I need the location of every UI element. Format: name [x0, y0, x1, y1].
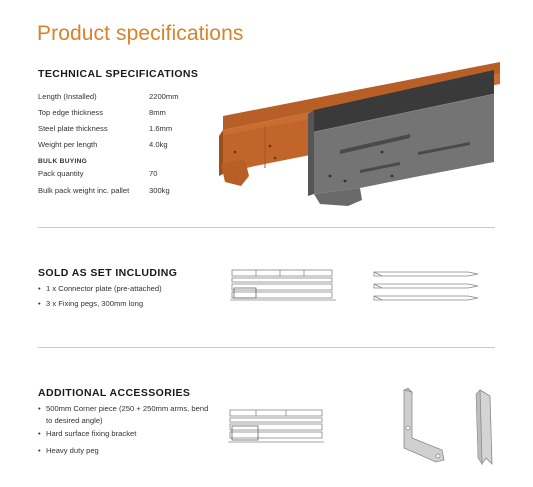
spec-label: Pack quantity — [38, 169, 84, 179]
spec-row — [38, 166, 209, 182]
sold-as-set-list — [38, 283, 226, 309]
heavy-duty-peg-drawing — [470, 388, 500, 468]
list-item-text: Hard surface fixing bracket — [46, 429, 137, 438]
list-item-text: 1 x Connector plate (pre-attached) — [46, 284, 162, 293]
spec-label: Length (Installed) — [38, 91, 97, 101]
spec-value: 8mm — [149, 107, 166, 117]
list-item: • 3 x Fixing pegs, 300mm long — [38, 298, 226, 310]
bulk-buying-heading: BULK BUYING — [38, 157, 88, 165]
list-item: • 500mm Corner piece (250 + 250mm arms, bend to desired angle) — [38, 403, 226, 426]
spec-label: Steel plate thickness — [38, 123, 108, 133]
section-divider — [38, 347, 495, 348]
corner-piece-drawing — [226, 404, 326, 450]
fixing-bracket-drawing — [398, 386, 454, 466]
fixing-pegs-drawing — [368, 266, 484, 308]
section-divider — [38, 227, 495, 228]
list-item-text: 3 x Fixing pegs, 300mm long — [46, 298, 144, 308]
list-item: • Heavy duty peg — [38, 445, 226, 457]
spec-row — [38, 120, 209, 136]
connector-plate-drawing — [228, 264, 338, 308]
technical-specifications-heading: TECHNICAL SPECIFICATIONS — [38, 68, 199, 80]
list-item: • Hard surface fixing bracket — [38, 428, 226, 440]
additional-accessories-heading: ADDITIONAL ACCESSORIES — [38, 387, 191, 399]
spec-value: 300kg — [149, 185, 170, 195]
spec-row — [38, 104, 209, 120]
sold-as-set-heading: SOLD AS SET INCLUDING — [38, 267, 178, 279]
spec-row — [38, 88, 209, 104]
list-item: • 1 x Connector plate (pre-attached) — [38, 283, 226, 295]
spec-row — [38, 137, 209, 153]
spec-value: 2200mm — [149, 91, 179, 101]
spec-label: Bulk pack weight inc. pallet — [38, 185, 130, 195]
spec-value: 4.0kg — [149, 140, 168, 150]
galvanised-edging-image — [300, 66, 500, 208]
spec-row — [38, 182, 209, 198]
spec-value: 1.6mm — [149, 123, 173, 133]
spec-table — [38, 88, 209, 198]
list-item-text: Heavy duty peg — [46, 445, 99, 455]
spec-label: Top edge thickness — [38, 107, 104, 117]
spec-label: Weight per length — [38, 140, 98, 150]
spec-value: 70 — [149, 169, 158, 179]
list-item-text: 500mm Corner piece (250 + 250mm arms, bend to desired angle) — [46, 404, 209, 425]
accessories-list — [38, 403, 226, 456]
page-title: Product specifications — [37, 22, 244, 45]
